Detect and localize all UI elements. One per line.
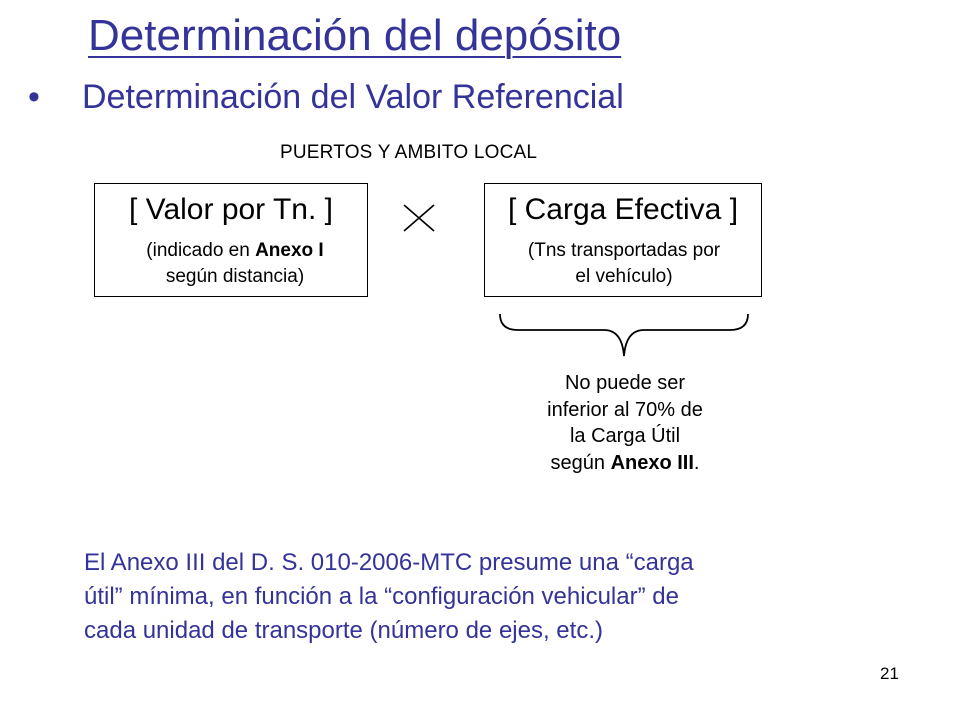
bullet-dot: •: [28, 78, 40, 116]
paragraph-line-1: El Anexo III del D. S. 010-2006-MTC presume una “carga: [84, 549, 694, 576]
paragraph-line-2: útil” mínima, en función a la “configuración vehicular” de: [84, 583, 679, 610]
valor-por-tn-title: [ Valor por Tn. ]: [129, 193, 333, 226]
anexo-iii-paragraph: [84, 546, 904, 648]
anexo-iii-label: Anexo III: [610, 451, 694, 474]
carga-minima-note: [516, 370, 734, 476]
valor-line2: según distancia): [165, 266, 305, 287]
valor-por-tn-box: [94, 183, 368, 297]
note-line-4-suffix: .: [693, 451, 700, 474]
slide-title: Determinación del depósito: [88, 11, 622, 60]
note-line-2: inferior al 70% de: [547, 398, 703, 421]
carga-efectiva-box: [484, 183, 762, 297]
multiply-icon: [402, 203, 436, 233]
curly-brace-icon: [496, 312, 752, 360]
carga-line1: (Tns transportadas por: [527, 240, 721, 261]
carga-efectiva-description: [485, 238, 761, 290]
note-line-4: [516, 450, 734, 477]
note-line-1: No puede ser: [564, 372, 686, 394]
diagram-heading: PUERTOS Y AMBITO LOCAL: [280, 142, 538, 163]
valor-line1-prefix: (indicado en: [146, 240, 256, 261]
note-line-4-prefix: según: [550, 451, 611, 474]
page-number: 21: [880, 664, 899, 683]
note-line-3: la Carga Útil: [569, 425, 681, 447]
anexo-i-label: Anexo I: [255, 240, 324, 261]
valor-por-tn-description: [95, 238, 367, 290]
carga-line2: el vehículo): [575, 266, 673, 287]
bullet-text: Determinación del Valor Referencial: [82, 78, 624, 116]
paragraph-line-3: cada unidad de transporte (número de ejes, etc.): [84, 617, 603, 644]
carga-efectiva-title: [ Carga Efectiva ]: [507, 193, 739, 226]
